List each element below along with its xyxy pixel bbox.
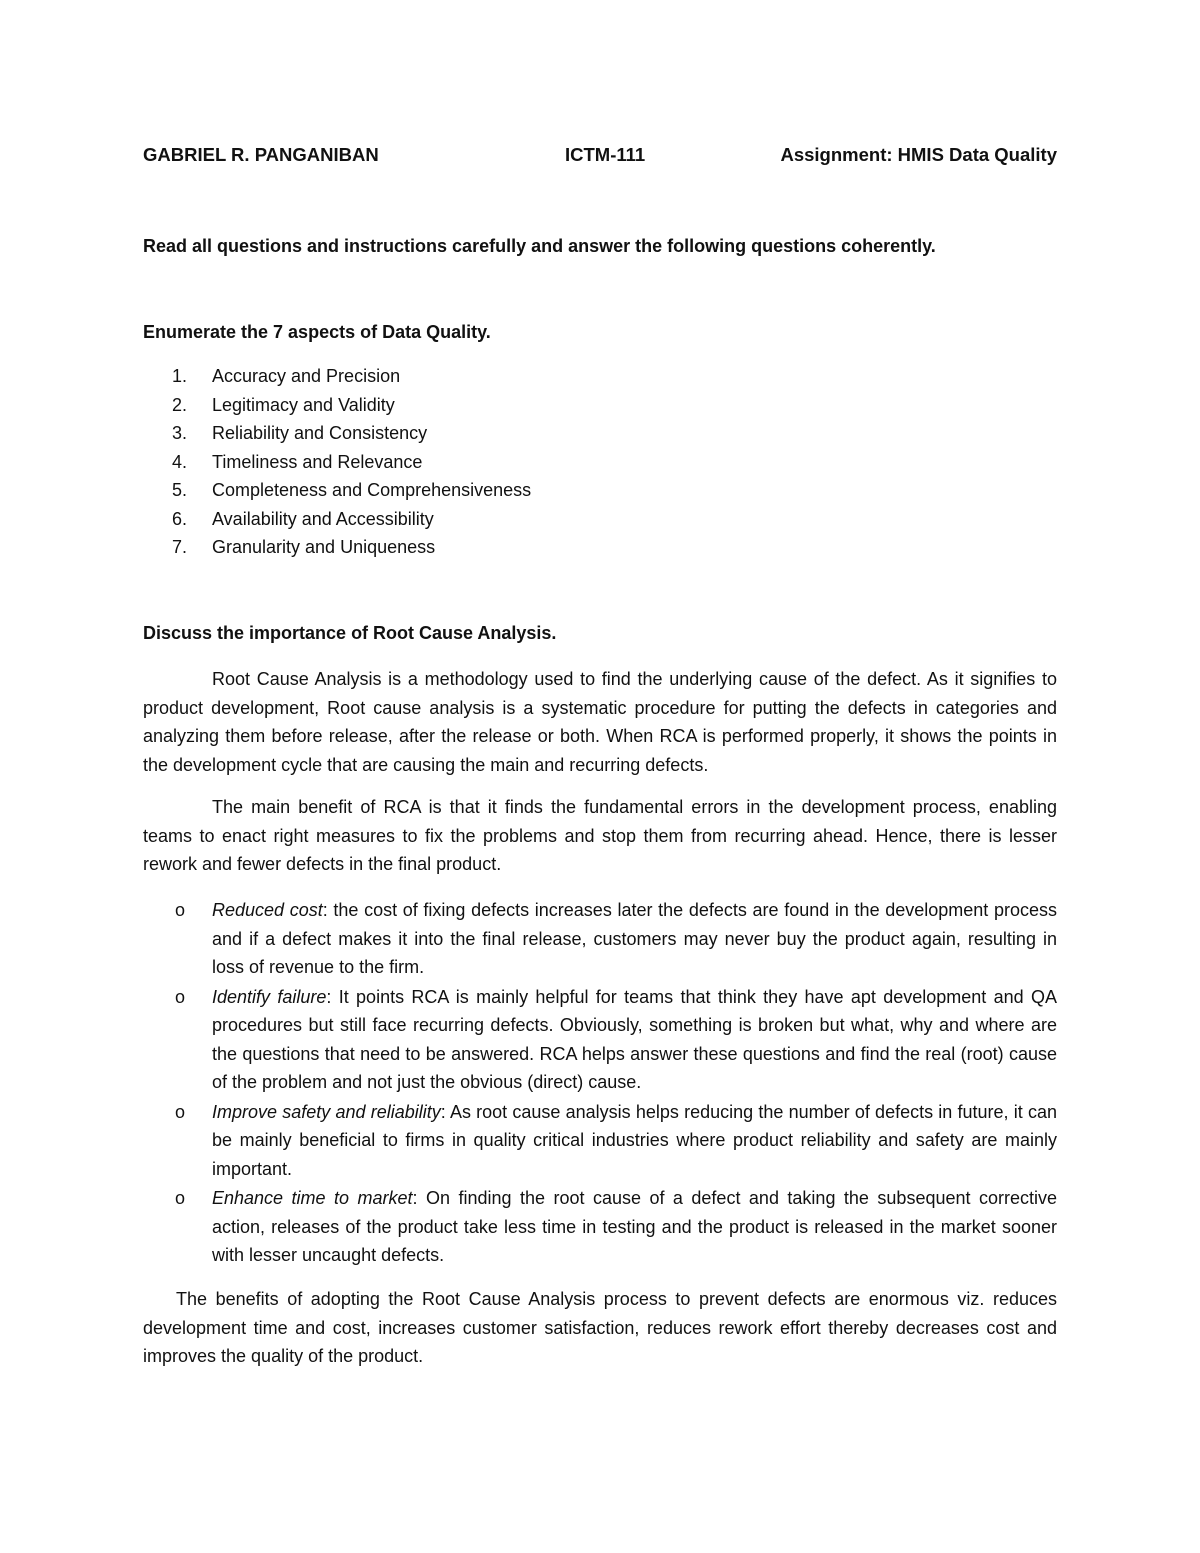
benefit-text: : the cost of fixing defects increases later the defects are found in the development process and if a defect makes it into the final release, customers may never buy the product again, resulting in loss of revenue to the firm. bbox=[212, 900, 1057, 977]
benefit-text: : It points RCA is mainly helpful for teams that think they have apt development and QA procedures but still face recurring defects. Obviously, something is broken but what, why and where are the questions that need to be answered. RCA helps answer these questions and find the real (root) cause of the problem and not just the obvious (direct) cause. bbox=[212, 986, 1057, 1092]
list-number: 2. bbox=[172, 394, 188, 415]
rca-definition-paragraph: Root Cause Analysis is a methodology used to find the underlying cause of the defect. As it signifies to product development, Root cause analysis is a systematic procedure for putting the defects in categories and analyzing them before release, after the release or both. When RCA is performed properly, it shows the points in the development cycle that are causing the main and recurring defects. bbox=[143, 669, 1057, 775]
benefit-item bbox=[143, 983, 1057, 1097]
question-1-title: Enumerate the 7 aspects of Data Quality. bbox=[143, 322, 491, 342]
question-2-title: Discuss the importance of Root Cause Analysis. bbox=[143, 623, 557, 643]
list-number: 6. bbox=[172, 508, 188, 529]
benefit-item bbox=[143, 1098, 1057, 1184]
list-item bbox=[172, 393, 531, 422]
benefit-item bbox=[143, 1184, 1057, 1270]
assignment-title: Assignment: HMIS Data Quality bbox=[780, 144, 1057, 165]
list-item bbox=[172, 421, 531, 450]
list-number: 1. bbox=[172, 366, 188, 386]
benefit-text: : On finding the root cause of a defect and taking the subsequent corrective action, releases of the product take less time in testing and the product is released in the market sooner with lesser uncaught defects. bbox=[212, 1188, 1057, 1265]
student-name: GABRIEL R. PANGANIBAN bbox=[143, 144, 379, 165]
list-item-text: Availability and Accessibility bbox=[212, 508, 434, 529]
rca-benefit-paragraph: The main benefit of RCA is that it finds the fundamental errors in the development process, enabling teams to enact right measures to fix the problems and stop them from recurring ahead. Hence, there is lesser rework and fewer defects in the final product. bbox=[143, 797, 1057, 874]
list-item-text: Reliability and Consistency bbox=[212, 423, 428, 443]
list-item-text: Completeness and Comprehensiveness bbox=[212, 480, 532, 500]
benefit-text: : As root cause analysis helps reducing the number of defects in future, it can be mainly beneficial to firms in quality critical industries where product reliability and safety are mainly important. bbox=[212, 1101, 1057, 1179]
list-item bbox=[172, 478, 531, 507]
bullet-icon: o bbox=[175, 900, 186, 920]
list-number: 4. bbox=[172, 451, 188, 472]
rca-summary-paragraph: The benefits of adopting the Root Cause Analysis process to prevent defects are enormous viz. reduces development time and cost, increases customer satisfaction, reduces rework effort thereby decreases cost and improves the quality of the product. bbox=[143, 1289, 1057, 1366]
benefits-list bbox=[143, 896, 1057, 1271]
bullet-icon: o bbox=[175, 1188, 186, 1208]
course-code: ICTM-111 bbox=[565, 144, 646, 165]
list-item-text: Accuracy and Precision bbox=[212, 366, 401, 386]
benefit-term: Reduced cost bbox=[212, 900, 323, 920]
list-item-text: Timeliness and Relevance bbox=[212, 451, 423, 472]
list-item bbox=[172, 507, 531, 536]
benefit-term: Identify failure bbox=[212, 986, 327, 1007]
bullet-icon: o bbox=[175, 986, 186, 1007]
benefit-item bbox=[143, 896, 1057, 982]
list-item bbox=[172, 364, 531, 393]
bullet-icon: o bbox=[175, 1101, 186, 1122]
instructions: Read all questions and instructions carefully and answer the following questions coherently. bbox=[143, 236, 936, 256]
document-header bbox=[143, 144, 1057, 172]
benefit-term: Enhance time to market bbox=[212, 1188, 413, 1208]
benefit-term: Improve safety and reliability bbox=[212, 1101, 441, 1122]
aspects-list bbox=[172, 364, 531, 564]
list-number: 7. bbox=[172, 537, 188, 557]
list-number: 3. bbox=[172, 423, 188, 443]
list-number: 5. bbox=[172, 480, 188, 500]
list-item-text: Granularity and Uniqueness bbox=[212, 537, 436, 557]
list-item bbox=[172, 535, 531, 564]
list-item-text: Legitimacy and Validity bbox=[212, 394, 395, 415]
list-item bbox=[172, 450, 531, 479]
